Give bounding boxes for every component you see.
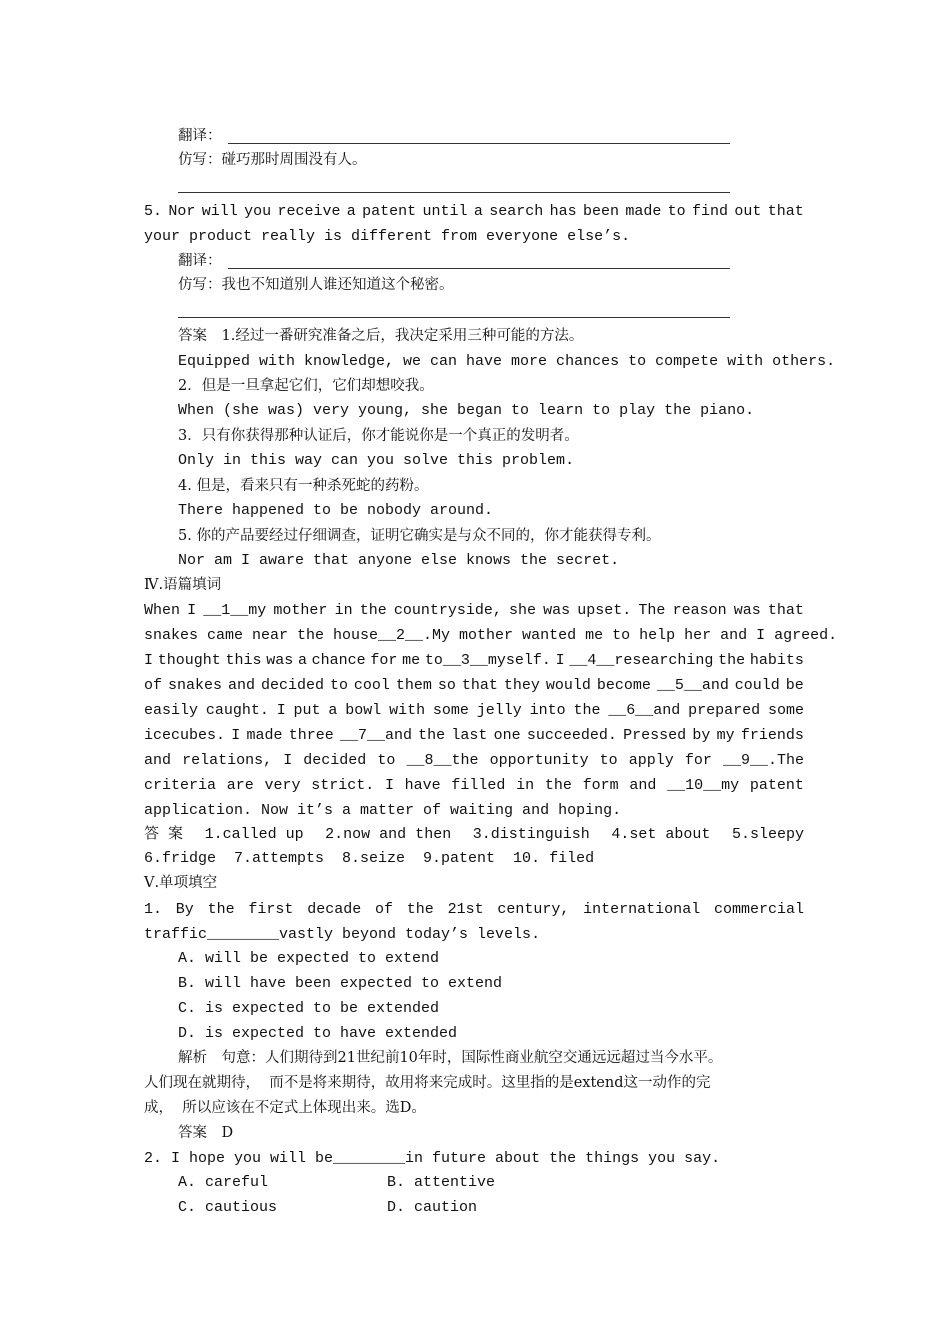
question-stem: traffic________vastly beyond today’s levels. bbox=[144, 926, 541, 943]
word: form bbox=[582, 777, 619, 794]
word: me bbox=[402, 652, 421, 669]
word: a bbox=[473, 203, 483, 220]
answer-line: 2．但是一旦拿起它们，它们却想咬我。 bbox=[178, 378, 434, 394]
option-b: B. will have been expected to extend bbox=[178, 975, 503, 992]
word: caught. bbox=[205, 702, 269, 719]
word: could bbox=[734, 677, 780, 694]
word: filled bbox=[451, 777, 506, 794]
answer-line: Equipped with knowledge, we can have more chances to compete with others. bbox=[178, 353, 836, 370]
word: was bbox=[543, 602, 571, 619]
answer-line: 答案 D bbox=[178, 1125, 234, 1141]
word: habits bbox=[749, 652, 804, 669]
word: and bbox=[629, 777, 657, 794]
answer-line: 5. 你的产品要经过仔细调查，证明它确实是与众不同的，你才能获得专利。 bbox=[178, 528, 661, 544]
word: become bbox=[596, 677, 651, 694]
passage-line bbox=[144, 601, 804, 621]
word: you bbox=[244, 203, 272, 220]
word: receive bbox=[277, 203, 341, 220]
word: upset. bbox=[577, 602, 632, 619]
answer-line: Nor am I aware that anyone else knows the secret. bbox=[178, 552, 620, 569]
answer-label: 答 案 bbox=[144, 826, 184, 843]
word: she bbox=[509, 602, 537, 619]
word: by bbox=[692, 727, 711, 744]
passage-line bbox=[144, 751, 804, 771]
word: snakes bbox=[167, 677, 222, 694]
word: I bbox=[384, 777, 394, 794]
word: would bbox=[545, 677, 591, 694]
word: apply bbox=[628, 752, 674, 769]
word: been bbox=[582, 203, 619, 220]
option-c: C. cautious bbox=[178, 1199, 278, 1216]
word: When bbox=[144, 602, 181, 619]
word: to bbox=[599, 752, 618, 769]
word: the bbox=[544, 777, 572, 794]
word: chance bbox=[311, 652, 366, 669]
word: some bbox=[767, 702, 804, 719]
word: prepared bbox=[688, 702, 761, 719]
section-heading: Ⅴ.单项填空 bbox=[144, 875, 218, 891]
word: strict. bbox=[311, 777, 375, 794]
word: until bbox=[422, 203, 468, 220]
word: of bbox=[144, 677, 163, 694]
word: they bbox=[503, 677, 540, 694]
word: last bbox=[451, 727, 488, 744]
word: this bbox=[225, 652, 262, 669]
word: relations, bbox=[182, 752, 273, 769]
word: the bbox=[418, 727, 446, 744]
word: 21st bbox=[447, 901, 484, 918]
item5-sentence-line2: your product really is different from everyone else’s. bbox=[144, 228, 631, 245]
word: international bbox=[583, 901, 701, 918]
word: to__3__myself. bbox=[424, 652, 551, 669]
answer-line: 6.fridge 7.attempts 8.seize 9.patent 10. filed bbox=[144, 850, 595, 867]
word: was bbox=[266, 652, 294, 669]
question-stem bbox=[144, 900, 804, 920]
option-a: A. careful bbox=[178, 1174, 269, 1191]
word: cool bbox=[353, 677, 390, 694]
passage-line bbox=[144, 726, 804, 746]
word: that bbox=[767, 602, 804, 619]
word: I bbox=[144, 652, 154, 669]
word: __7__and bbox=[339, 727, 412, 744]
imitation-prompt: 仿写：我也不知道别人谁还知道这个秘密。 bbox=[178, 277, 454, 293]
analysis-line: 解析 句意：人们期待到21世纪前10年时，国际性商业航空交通远远超过当今水平。 bbox=[178, 1050, 723, 1066]
answer-line: 3．只有你获得那种认证后，你才能说你是一个真正的发明者。 bbox=[178, 428, 579, 444]
word: 1. bbox=[144, 901, 163, 918]
imitation-blank-line bbox=[178, 317, 730, 318]
word: decided bbox=[260, 677, 324, 694]
word: has bbox=[549, 203, 577, 220]
word: to bbox=[329, 677, 348, 694]
word: out bbox=[734, 203, 762, 220]
word: with bbox=[389, 702, 426, 719]
word: some bbox=[432, 702, 469, 719]
word: criteria bbox=[144, 777, 217, 794]
word: made bbox=[246, 727, 283, 744]
word: that bbox=[461, 677, 498, 694]
word: I bbox=[187, 602, 197, 619]
passage-line bbox=[144, 701, 804, 721]
translation-label: 翻译： bbox=[178, 253, 222, 269]
word: reason bbox=[672, 602, 727, 619]
word: are bbox=[226, 777, 254, 794]
word: the bbox=[406, 901, 434, 918]
word: the bbox=[718, 652, 746, 669]
question-stem: 2. I hope you will be________in future about the things you say. bbox=[144, 1150, 721, 1167]
word: a bbox=[297, 652, 307, 669]
word: be bbox=[785, 677, 804, 694]
word: for bbox=[684, 752, 712, 769]
word: Pressed bbox=[623, 727, 687, 744]
word: jelly bbox=[476, 702, 522, 719]
word: three bbox=[288, 727, 334, 744]
word: first bbox=[248, 901, 294, 918]
word: to bbox=[667, 203, 686, 220]
word: I bbox=[283, 752, 293, 769]
passage-line: snakes came near the house__2__.My mother wanted me to help her and I agreed. bbox=[144, 627, 838, 644]
word: very bbox=[264, 777, 301, 794]
word: the bbox=[207, 901, 235, 918]
passage-line bbox=[144, 776, 804, 796]
answer-item: 4.set about bbox=[611, 826, 711, 843]
word: a bbox=[328, 702, 338, 719]
word: __1__my bbox=[203, 602, 267, 619]
word: my bbox=[716, 727, 735, 744]
word: opportunity bbox=[489, 752, 589, 769]
answer-line bbox=[144, 825, 804, 845]
answer-item: 5.sleepy bbox=[731, 826, 804, 843]
translation-blank-line bbox=[228, 143, 730, 144]
word: decade bbox=[307, 901, 362, 918]
word: __4__researching bbox=[569, 652, 714, 669]
analysis-line: 成， 所以应该在不定式上体现出来。选D。 bbox=[144, 1100, 426, 1116]
answer-line: There happened to be nobody around. bbox=[178, 502, 494, 519]
word: in bbox=[334, 602, 353, 619]
word: search bbox=[489, 203, 544, 220]
passage-line bbox=[144, 651, 804, 671]
word: in bbox=[516, 777, 535, 794]
word: By bbox=[175, 901, 194, 918]
passage-line bbox=[144, 676, 804, 696]
word: 5. bbox=[144, 203, 163, 220]
answer-item: 2.now and then bbox=[325, 826, 452, 843]
word: patent bbox=[362, 203, 417, 220]
word: Nor bbox=[168, 203, 196, 220]
analysis-line: 人们现在就期待， 而不是将来期待，故用将来完成时。这里指的是extend这一动作的完 bbox=[144, 1075, 711, 1091]
word: I bbox=[231, 727, 241, 744]
word: I bbox=[276, 702, 286, 719]
word: have bbox=[404, 777, 441, 794]
word: patent bbox=[749, 777, 804, 794]
option-a: A. will be expected to extend bbox=[178, 950, 440, 967]
word: that bbox=[767, 203, 804, 220]
answer-line: 4. 但是，看来只有一种杀死蛇的药粉。 bbox=[178, 478, 429, 494]
word: easily bbox=[144, 702, 199, 719]
word: for bbox=[370, 652, 398, 669]
answer-item: 1.called up bbox=[204, 826, 304, 843]
word: the bbox=[359, 602, 387, 619]
passage-line: application. Now it’s a matter of waiting and hoping. bbox=[144, 802, 622, 819]
word: __9__.The bbox=[722, 752, 804, 769]
word: them bbox=[395, 677, 432, 694]
word: commercial bbox=[713, 901, 804, 918]
word: __5__and bbox=[656, 677, 729, 694]
word: icecubes. bbox=[144, 727, 226, 744]
word: of bbox=[374, 901, 393, 918]
answer-line: When (she was) very young, she began to learn to play the piano. bbox=[178, 402, 755, 419]
word: so bbox=[437, 677, 456, 694]
imitation-prompt: 仿写：碰巧那时周围没有人。 bbox=[178, 152, 367, 168]
word: the bbox=[573, 702, 601, 719]
word: thought bbox=[157, 652, 221, 669]
answer-item: 3.distinguish bbox=[472, 826, 590, 843]
word: was bbox=[733, 602, 761, 619]
word: __8__the bbox=[406, 752, 479, 769]
option-b: B. attentive bbox=[387, 1174, 496, 1191]
answer-line: Only in this way can you solve this problem. bbox=[178, 452, 575, 469]
word: The bbox=[638, 602, 666, 619]
word: and bbox=[227, 677, 255, 694]
word: friends bbox=[740, 727, 804, 744]
word: one bbox=[493, 727, 521, 744]
word: century, bbox=[497, 901, 570, 918]
answer-line: 答案 1.经过一番研究准备之后，我决定采用三种可能的方法。 bbox=[178, 328, 584, 344]
word: put bbox=[293, 702, 321, 719]
word: decided bbox=[303, 752, 367, 769]
word: will bbox=[201, 203, 238, 220]
word: __6__and bbox=[608, 702, 681, 719]
translation-label: 翻译： bbox=[178, 128, 222, 144]
option-d: D. caution bbox=[387, 1199, 478, 1216]
word: made bbox=[625, 203, 662, 220]
word: succeeded. bbox=[526, 727, 617, 744]
word: bowl bbox=[345, 702, 382, 719]
word: to bbox=[377, 752, 396, 769]
word: and bbox=[144, 752, 172, 769]
word: __10__my bbox=[667, 777, 740, 794]
word: a bbox=[346, 203, 356, 220]
option-c: C. is expected to be extended bbox=[178, 1000, 440, 1017]
imitation-blank-line bbox=[178, 192, 730, 193]
translation-blank-line bbox=[228, 268, 730, 269]
word: into bbox=[529, 702, 566, 719]
word: I bbox=[555, 652, 565, 669]
item5-sentence-line1 bbox=[144, 202, 804, 222]
word: find bbox=[692, 203, 729, 220]
section-heading: Ⅳ.语篇填词 bbox=[144, 577, 222, 593]
word: mother bbox=[273, 602, 328, 619]
option-d: D. is expected to have extended bbox=[178, 1025, 458, 1042]
word: countryside, bbox=[393, 602, 502, 619]
